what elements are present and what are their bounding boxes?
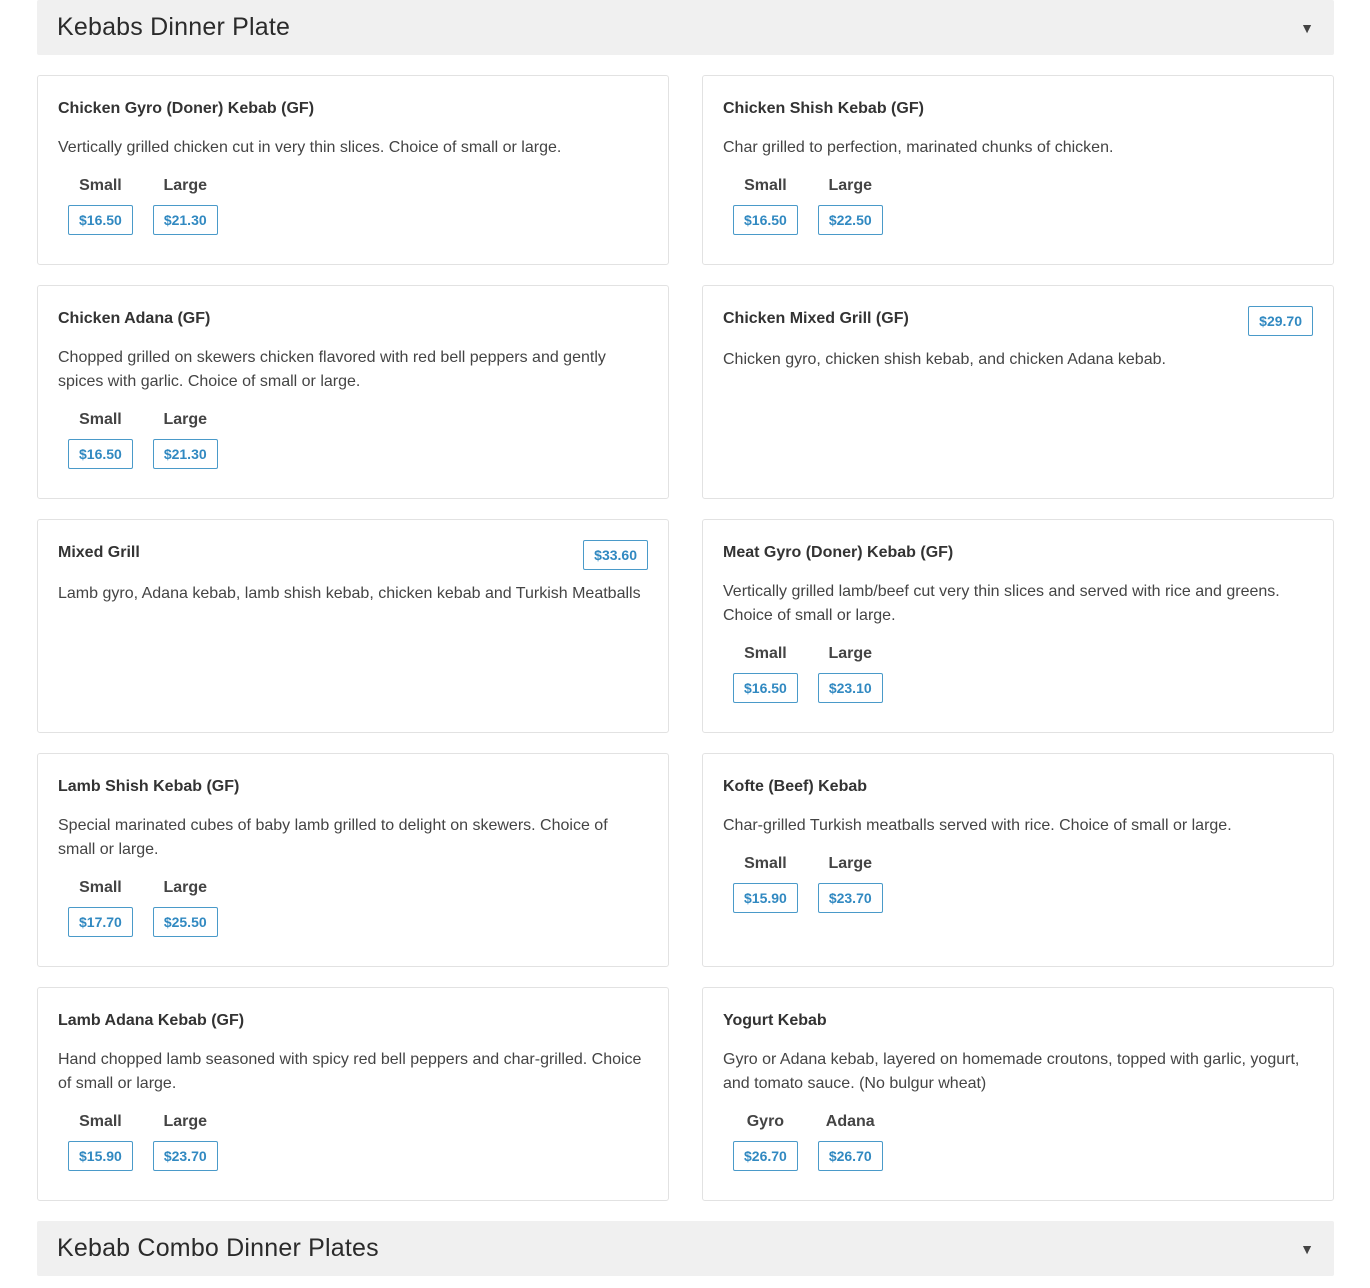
- price-option: [733, 176, 798, 235]
- price-button[interactable]: $16.50: [68, 439, 133, 469]
- price-label: Gyro: [746, 1113, 785, 1130]
- price-label: Large: [163, 879, 208, 896]
- item-name: Lamb Adana Kebab (GF): [58, 1012, 245, 1029]
- menu-item-card[interactable]: [37, 285, 669, 499]
- price-option: [733, 644, 798, 703]
- price-option: [153, 878, 218, 937]
- price-button[interactable]: $21.30: [153, 205, 218, 235]
- price-button[interactable]: $16.50: [733, 205, 798, 235]
- price-options: [733, 854, 1313, 913]
- item-name: Chicken Adana (GF): [58, 310, 211, 327]
- price-button[interactable]: $17.70: [68, 907, 133, 937]
- item-description: Vertically grilled lamb/beef cut very thin slices and served with rice and greens. Choice of small or large.: [723, 583, 1280, 624]
- price-options: [733, 1112, 1313, 1171]
- price-button[interactable]: $15.90: [68, 1141, 133, 1171]
- price-option: [68, 1112, 133, 1171]
- price-option: [153, 176, 218, 235]
- price-button[interactable]: $23.70: [153, 1141, 218, 1171]
- item-description: Chicken gyro, chicken shish kebab, and chicken Adana kebab.: [723, 351, 1166, 368]
- chevron-down-icon[interactable]: ▼: [1300, 19, 1314, 36]
- price-button[interactable]: $23.70: [818, 883, 883, 913]
- price-options: [68, 410, 648, 469]
- section-title: Kebabs Dinner Plate: [57, 13, 291, 41]
- menu-item-card[interactable]: [37, 753, 669, 967]
- menu-item-card[interactable]: [702, 75, 1334, 265]
- item-description: Char grilled to perfection, marinated chunks of chicken.: [723, 139, 1114, 156]
- price-option: [818, 644, 883, 703]
- menu-item-card[interactable]: [37, 519, 669, 733]
- menu-item-card[interactable]: [37, 75, 669, 265]
- item-name: Yogurt Kebab: [723, 1012, 827, 1029]
- item-name: Chicken Gyro (Doner) Kebab (GF): [58, 100, 315, 117]
- price-button[interactable]: $16.50: [68, 205, 133, 235]
- item-description: Hand chopped lamb seasoned with spicy red bell peppers and char-grilled. Choice of small or large.: [58, 1051, 642, 1092]
- price-options: [733, 176, 1313, 235]
- price-label: Small: [744, 855, 787, 872]
- menu-item-card[interactable]: [702, 987, 1334, 1201]
- item-name: Meat Gyro (Doner) Kebab (GF): [723, 544, 954, 561]
- price-label: Small: [744, 177, 787, 194]
- item-name: Kofte (Beef) Kebab: [723, 778, 868, 795]
- item-description: Special marinated cubes of baby lamb grilled to delight on skewers. Choice of small or large.: [58, 817, 608, 858]
- menu-item-card[interactable]: [702, 753, 1334, 967]
- price-option: [153, 410, 218, 469]
- item-description: Vertically grilled chicken cut in very thin slices. Choice of small or large.: [58, 139, 562, 156]
- chevron-down-icon[interactable]: ▼: [1300, 1240, 1314, 1257]
- price-button[interactable]: $26.70: [733, 1141, 798, 1171]
- item-description: Lamb gyro, Adana kebab, lamb shish kebab, chicken kebab and Turkish Meatballs: [58, 585, 641, 602]
- price-button[interactable]: $16.50: [733, 673, 798, 703]
- item-description: Gyro or Adana kebab, layered on homemade croutons, topped with garlic, yogurt, and tomato sauce. (No bulgur wheat): [723, 1051, 1300, 1092]
- section-header-kebab-combo-dinner-plates[interactable]: [37, 1221, 1334, 1276]
- price-button[interactable]: $21.30: [153, 439, 218, 469]
- price-option: [818, 176, 883, 235]
- price-button[interactable]: $33.60: [583, 540, 648, 570]
- price-option: [733, 1112, 798, 1171]
- price-button[interactable]: $25.50: [153, 907, 218, 937]
- price-label: Small: [79, 177, 122, 194]
- menu-item-card[interactable]: [37, 987, 669, 1201]
- item-description: Char-grilled Turkish meatballs served with rice. Choice of small or large.: [723, 817, 1232, 834]
- price-options: [68, 176, 648, 235]
- menu-items-grid: [37, 75, 1334, 1221]
- menu-item-card[interactable]: [702, 285, 1334, 499]
- item-name: Chicken Shish Kebab (GF): [723, 100, 924, 117]
- price-button[interactable]: $22.50: [818, 205, 883, 235]
- price-label: Small: [79, 879, 122, 896]
- price-options: [733, 644, 1313, 703]
- item-name: Mixed Grill: [58, 544, 140, 561]
- menu-item-card[interactable]: [702, 519, 1334, 733]
- price-button[interactable]: $26.70: [818, 1141, 883, 1171]
- price-option: [68, 176, 133, 235]
- price-label: Large: [828, 645, 873, 662]
- section-title: Kebab Combo Dinner Plates: [57, 1234, 379, 1262]
- price-label: Large: [163, 411, 208, 428]
- price-label: Large: [163, 177, 208, 194]
- price-option: [153, 1112, 218, 1171]
- price-label: Small: [79, 1113, 122, 1130]
- price-button[interactable]: $29.70: [1248, 306, 1313, 336]
- section-header-kebabs-dinner-plate[interactable]: [37, 0, 1334, 55]
- price-option: [818, 1112, 883, 1171]
- item-name: Lamb Shish Kebab (GF): [58, 778, 240, 795]
- price-option: [818, 854, 883, 913]
- price-label: Large: [828, 855, 873, 872]
- item-description: Chopped grilled on skewers chicken flavored with red bell peppers and gently spices with garlic. Choice of small or large.: [58, 349, 606, 390]
- price-label: Small: [79, 411, 122, 428]
- price-option: [733, 854, 798, 913]
- price-label: Large: [828, 177, 873, 194]
- price-button[interactable]: $23.10: [818, 673, 883, 703]
- price-button[interactable]: $15.90: [733, 883, 798, 913]
- price-label: Adana: [825, 1113, 875, 1130]
- price-option: [68, 410, 133, 469]
- price-label: Large: [163, 1113, 208, 1130]
- item-name: Chicken Mixed Grill (GF): [723, 310, 909, 327]
- price-options: [68, 1112, 648, 1171]
- price-option: [68, 878, 133, 937]
- price-options: [68, 878, 648, 937]
- price-label: Small: [744, 645, 787, 662]
